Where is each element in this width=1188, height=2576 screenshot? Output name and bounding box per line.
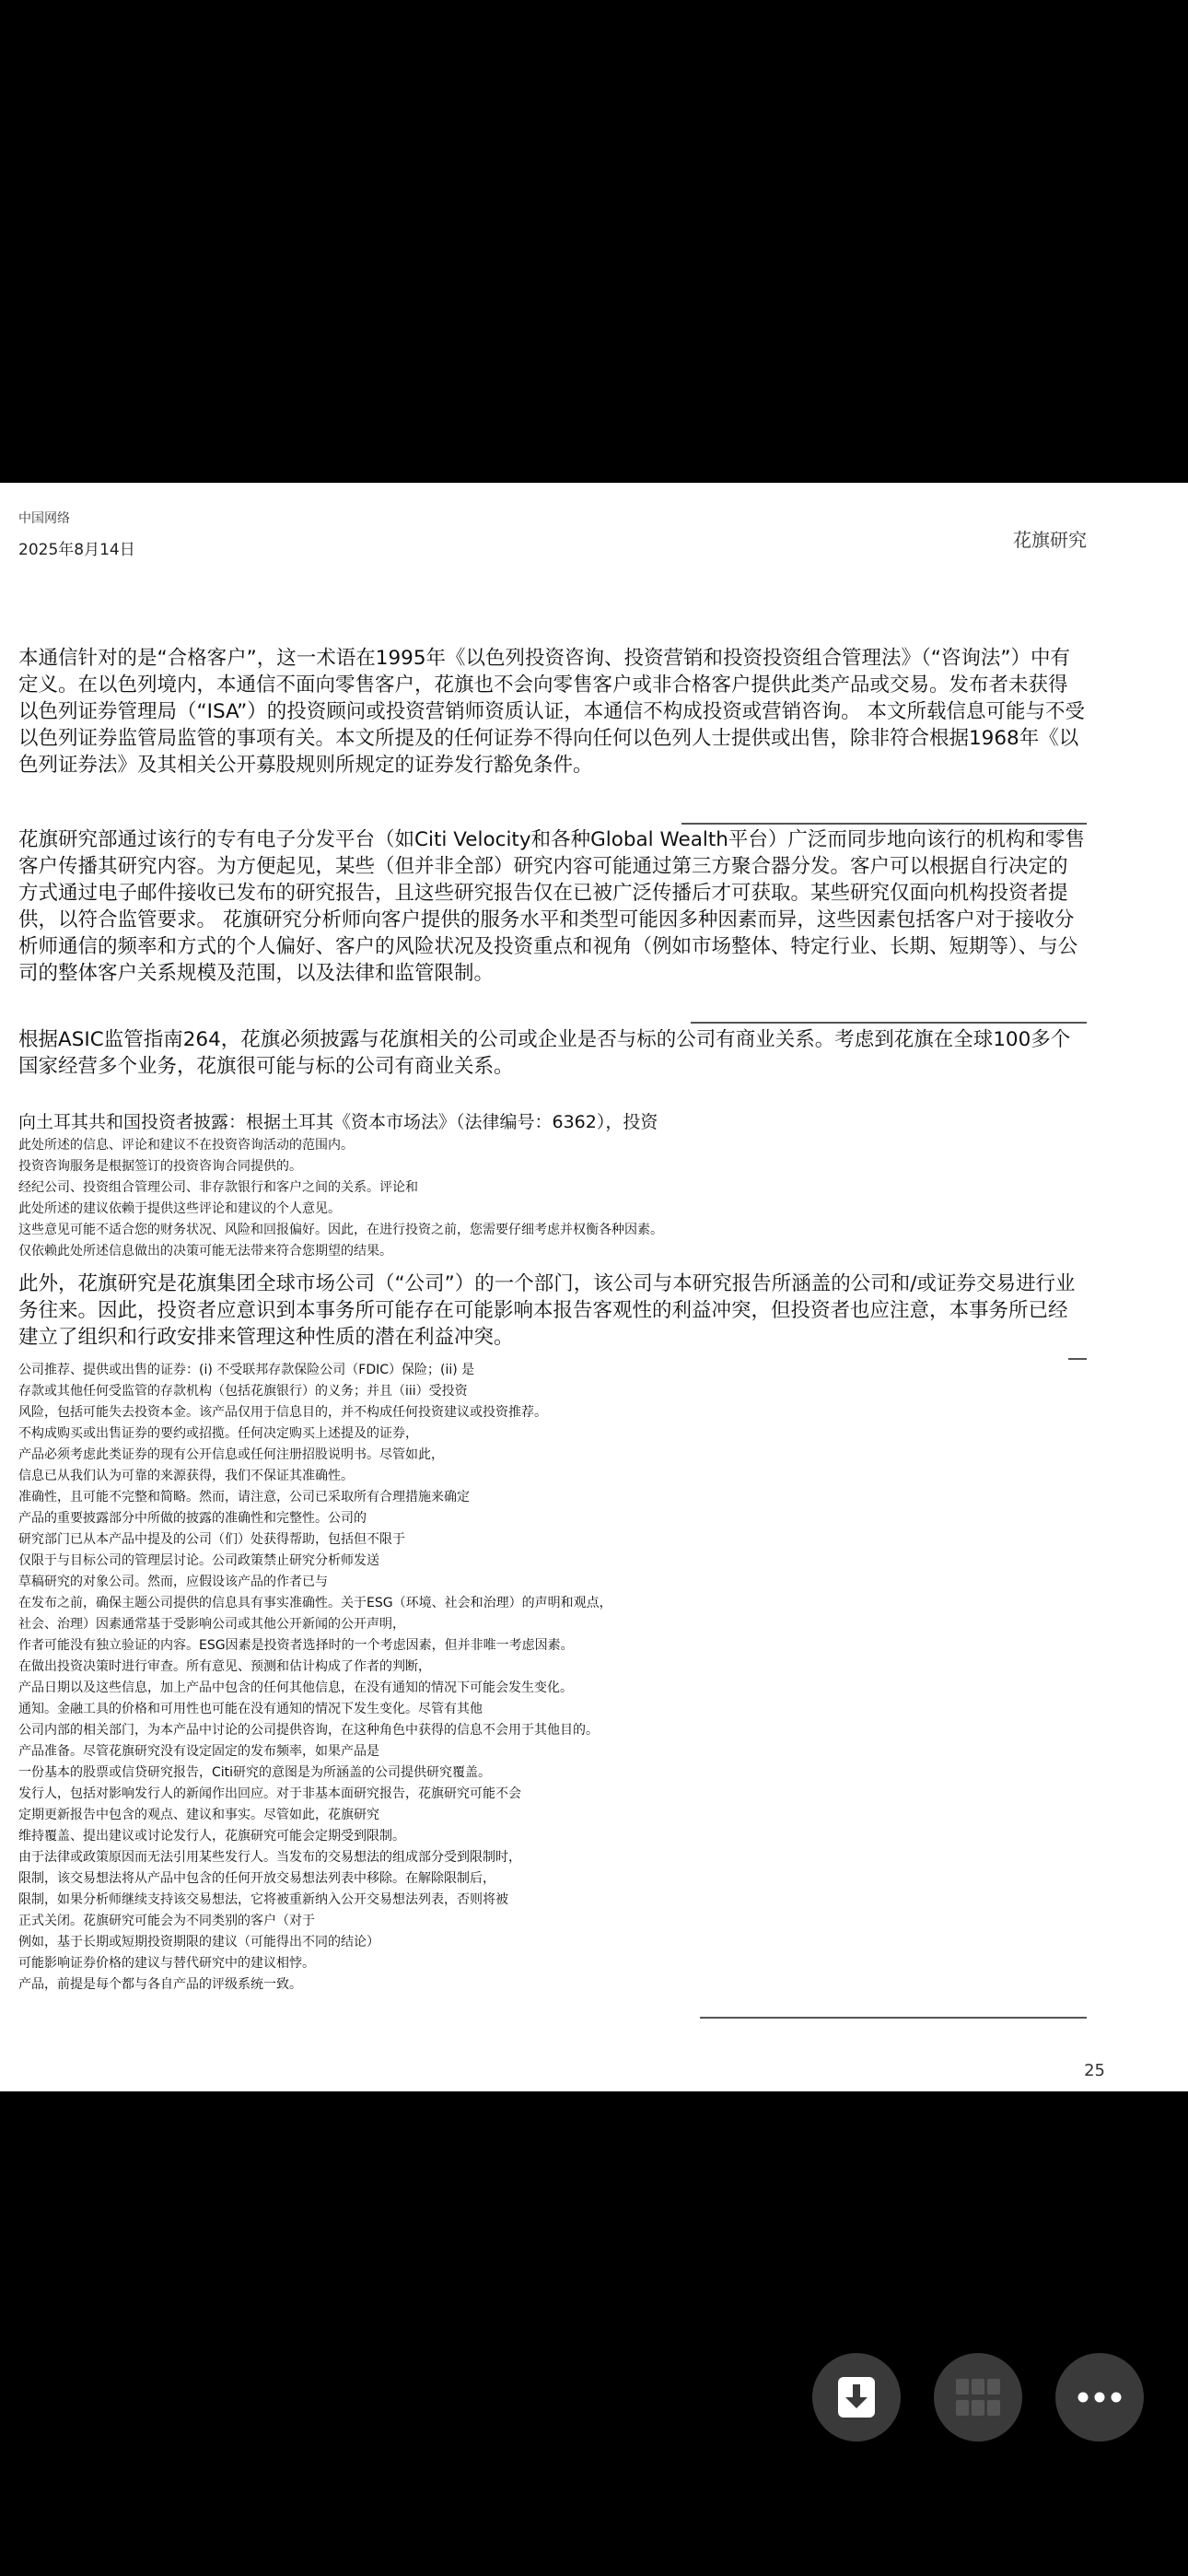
text-line: 经纪公司、投资组合管理公司、非存款银行和客户之间的关系。评论和 bbox=[18, 1180, 418, 1195]
text-line: 发行人，包括对影响发行人的新闻作出回应。对于非基本面研究报告，花旗研究可能不会 bbox=[18, 1786, 521, 1801]
text-line: 正式关闭。花旗研究可能会为不同类别的客户（对于 bbox=[18, 1914, 315, 1928]
document-page bbox=[0, 483, 1188, 2091]
text-line: 投资咨询服务是根据签订的投资咨询合同提供的。 bbox=[18, 1159, 302, 1174]
download-button[interactable] bbox=[812, 2353, 901, 2441]
header-left bbox=[18, 509, 135, 559]
grid-icon bbox=[956, 2379, 1000, 2416]
more-dots-icon bbox=[1077, 2392, 1122, 2403]
text-line: 此处所述的信息、评论和建议不在投资咨询活动的范围内。 bbox=[18, 1138, 354, 1153]
text-line: 在做出投资决策时进行审查。所有意见、预测和估计构成了作者的判断， bbox=[18, 1659, 431, 1674]
text-line: 例如，基于长期或短期投资期限的建议（可能得出不同的结论） bbox=[18, 1935, 379, 1950]
text-line: 公司推荐、提供或出售的证券：(i) 不受联邦存款保险公司（FDIC）保险；(ii) 是 bbox=[18, 1363, 475, 1377]
text-line: 此处所述的建议依赖于提供这些评论和建议的个人意见。 bbox=[18, 1201, 341, 1216]
text-line: 限制，该交易想法将从产品中包含的任何开放交易想法列表中移除。在解除限制后， bbox=[18, 1871, 495, 1886]
text-line: 产品必须考虑此类证券的现有公开信息或任何注册招股说明书。尽管如此， bbox=[18, 1447, 444, 1462]
text-line: 风险，包括可能失去投资本金。该产品仅用于信息目的，并不构成任何投资建议或投资推荐。 bbox=[18, 1405, 547, 1420]
paragraph-israel-disclosure: 本通信针对的是“合格客户”，这一术语在1995年《以色列投资咨询、投资营销和投资投资组合管理法》（“咨询法”）中有定义。在以色列境内，本通信不面向零售客户，花旗也不会向零售客户或非合格客户提供此类产品或交易。发布者未获得以色列证券管理局（“ISA”）的投资顾问或投资营销师资质认证，本通信不构成投资或营销咨询。 本文所载信息可能与不受以色列证券监管局监管的事项有关。本文所提及的任何证券不得向任何以色列人士提供或出售，除非符合根据1968年《以色列证券法》及其相关公开募股规则所规定的证券发行豁免条件。 bbox=[18, 647, 1086, 777]
paragraph-asic: 根据ASIC监管指南264，花旗必须披露与花旗相关的公司或企业是否与标的公司有商业关系。考虑到花旗在全球100多个国家经营多个业务，花旗很可能与标的公司有商业关系。 bbox=[18, 1028, 1071, 1078]
text-line: 定期更新报告中包含的观点、建议和事实。尽管如此，花旗研究 bbox=[18, 1808, 379, 1822]
divider-line bbox=[700, 2017, 1087, 2019]
turkey-disclosure-lines bbox=[18, 1135, 1087, 1262]
text-line: 仅依赖此处所述信息做出的决策可能无法带来符合您期望的结果。 bbox=[18, 1244, 392, 1259]
text-line: 社会、治理）因素通常基于受影响公司或其他公开新闻的公开声明， bbox=[18, 1617, 405, 1632]
text-line: 草稿研究的对象公司。然而，应假设该产品的作者已与 bbox=[18, 1575, 328, 1589]
text-line: 信息已从我们认为可靠的来源获得，我们不保证其准确性。 bbox=[18, 1469, 354, 1483]
text-line: 可能影响证券价格的建议与替代研究中的建议相悖。 bbox=[18, 1956, 315, 1971]
text-line: 存款或其他任何受监管的存款机构（包括花旗银行）的义务；并且（iii）受投资 bbox=[18, 1384, 468, 1399]
securities-disclosure-lines bbox=[18, 1360, 1087, 1996]
header-date: 2025年8月14日 bbox=[18, 541, 135, 559]
download-icon bbox=[836, 2375, 877, 2419]
text-line: 作者可能没有独立验证的内容。ESG因素是投资者选择时的一个考虑因素，但并非唯一考虑因素。 bbox=[18, 1638, 574, 1653]
text-line: 一份基本的股票或信贷研究报告，Citi研究的意图是为所涵盖的公司提供研究覆盖。 bbox=[18, 1765, 492, 1780]
text-line: 不构成购买或出售证券的要约或招揽。任何决定购买上述提及的证券， bbox=[18, 1426, 418, 1441]
paragraph-conflict-of-interest: 此外，花旗研究是花旗集团全球市场公司（“公司”）的一个部门，该公司与本研究报告所涵盖的公司和/或证券交易进行业务往来。因此，投资者应意识到本事务所可能存在可能影响本报告客观性的利益冲突，但投资者也应注意，本事务所已经建立了组织和行政安排来管理这种性质的潜在利益冲突。 bbox=[18, 1272, 1076, 1349]
more-options-button[interactable] bbox=[1055, 2353, 1144, 2441]
text-line: 产品准备。尽管花旗研究没有设定固定的发布频率，如果产品是 bbox=[18, 1744, 379, 1759]
text-line: 仅限于与目标公司的管理层讨论。公司政策禁止研究分析师发送 bbox=[18, 1553, 379, 1568]
text-line: 产品的重要披露部分中所做的披露的准确性和完整性。公司的 bbox=[18, 1511, 367, 1526]
text-line: 产品，前提是每个都与各自产品的评级系统一致。 bbox=[18, 1977, 302, 1992]
paragraph-turkey-title: 向土耳其共和国投资者披露：根据土耳其《资本市场法》（法律编号：6362），投资 bbox=[18, 1112, 658, 1132]
text-line: 产品日期以及这些信息，加上产品中包含的任何其他信息，在没有通知的情况下可能会发生变化。 bbox=[18, 1680, 573, 1695]
text-line: 公司内部的相关部门，为本产品中讨论的公司提供咨询，在这种角色中获得的信息不会用于其他目的。 bbox=[18, 1723, 599, 1738]
text-line: 这些意见可能不适合您的财务状况、风险和回报偏好。因此，在进行投资之前，您需要仔细考虑并权衡各种因素。 bbox=[18, 1223, 663, 1237]
text-line: 在发布之前，确保主题公司提供的信息具有事实准确性。关于ESG（环境、社会和治理）的声明和观点， bbox=[18, 1596, 612, 1610]
text-line: 研究部门已从本产品中提及的公司（们）处获得帮助，包括但不限于 bbox=[18, 1532, 405, 1547]
divider-line bbox=[691, 1022, 1087, 1024]
page-number: 25 bbox=[1084, 2061, 1105, 2080]
text-line: 由于法律或政策原因而无法引用某些发行人。当发布的交易想法的组成部分受到限制时， bbox=[18, 1850, 521, 1865]
grid-view-button[interactable] bbox=[934, 2353, 1022, 2441]
divider-line bbox=[681, 823, 1087, 825]
text-line: 维持覆盖、提出建议或讨论发行人，花旗研究可能会定期受到限制。 bbox=[18, 1829, 405, 1844]
text-line: 通知。金融工具的价格和可用性也可能在没有通知的情况下发生变化。尽管有其他 bbox=[18, 1702, 483, 1716]
text-line: 准确性，且可能不完整和简略。然而，请注意，公司已采取所有合理措施来确定 bbox=[18, 1490, 470, 1505]
text-line: 限制，如果分析师继续支持该交易想法，它将被重新纳入公开交易想法列表，否则将被 bbox=[18, 1892, 508, 1907]
header-source: 中国网络 bbox=[18, 511, 70, 526]
paragraph-distribution: 花旗研究部通过该行的专有电子分发平台（如Citi Velocity和各种Global Wealth平台）广泛而同步地向该行的机构和零售客户传播其研究内容。为方便起见，某些（但并非全部）研究内容可能通过第三方聚合器分发。客户可以根据自行决定的方式通过电子邮件接收已发布的研究报告，且这些研究报告仅在已被广泛传播后才可获取。某些研究仅面向机构投资者提供，以符合监管要求。 花旗研究分析师向客户提供的服务水平和类型可能因多种因素而异，这些因素包括客户对于接收分析师通信的频率和方式的个人偏好、客户的风险状况及投资重点和视角（例如市场整体、特定行业、长期、短期等）、与公司的整体客户关系规模及范围，以及法律和监管限制。 bbox=[18, 828, 1085, 985]
header-brand: 花旗研究 bbox=[1013, 529, 1087, 551]
